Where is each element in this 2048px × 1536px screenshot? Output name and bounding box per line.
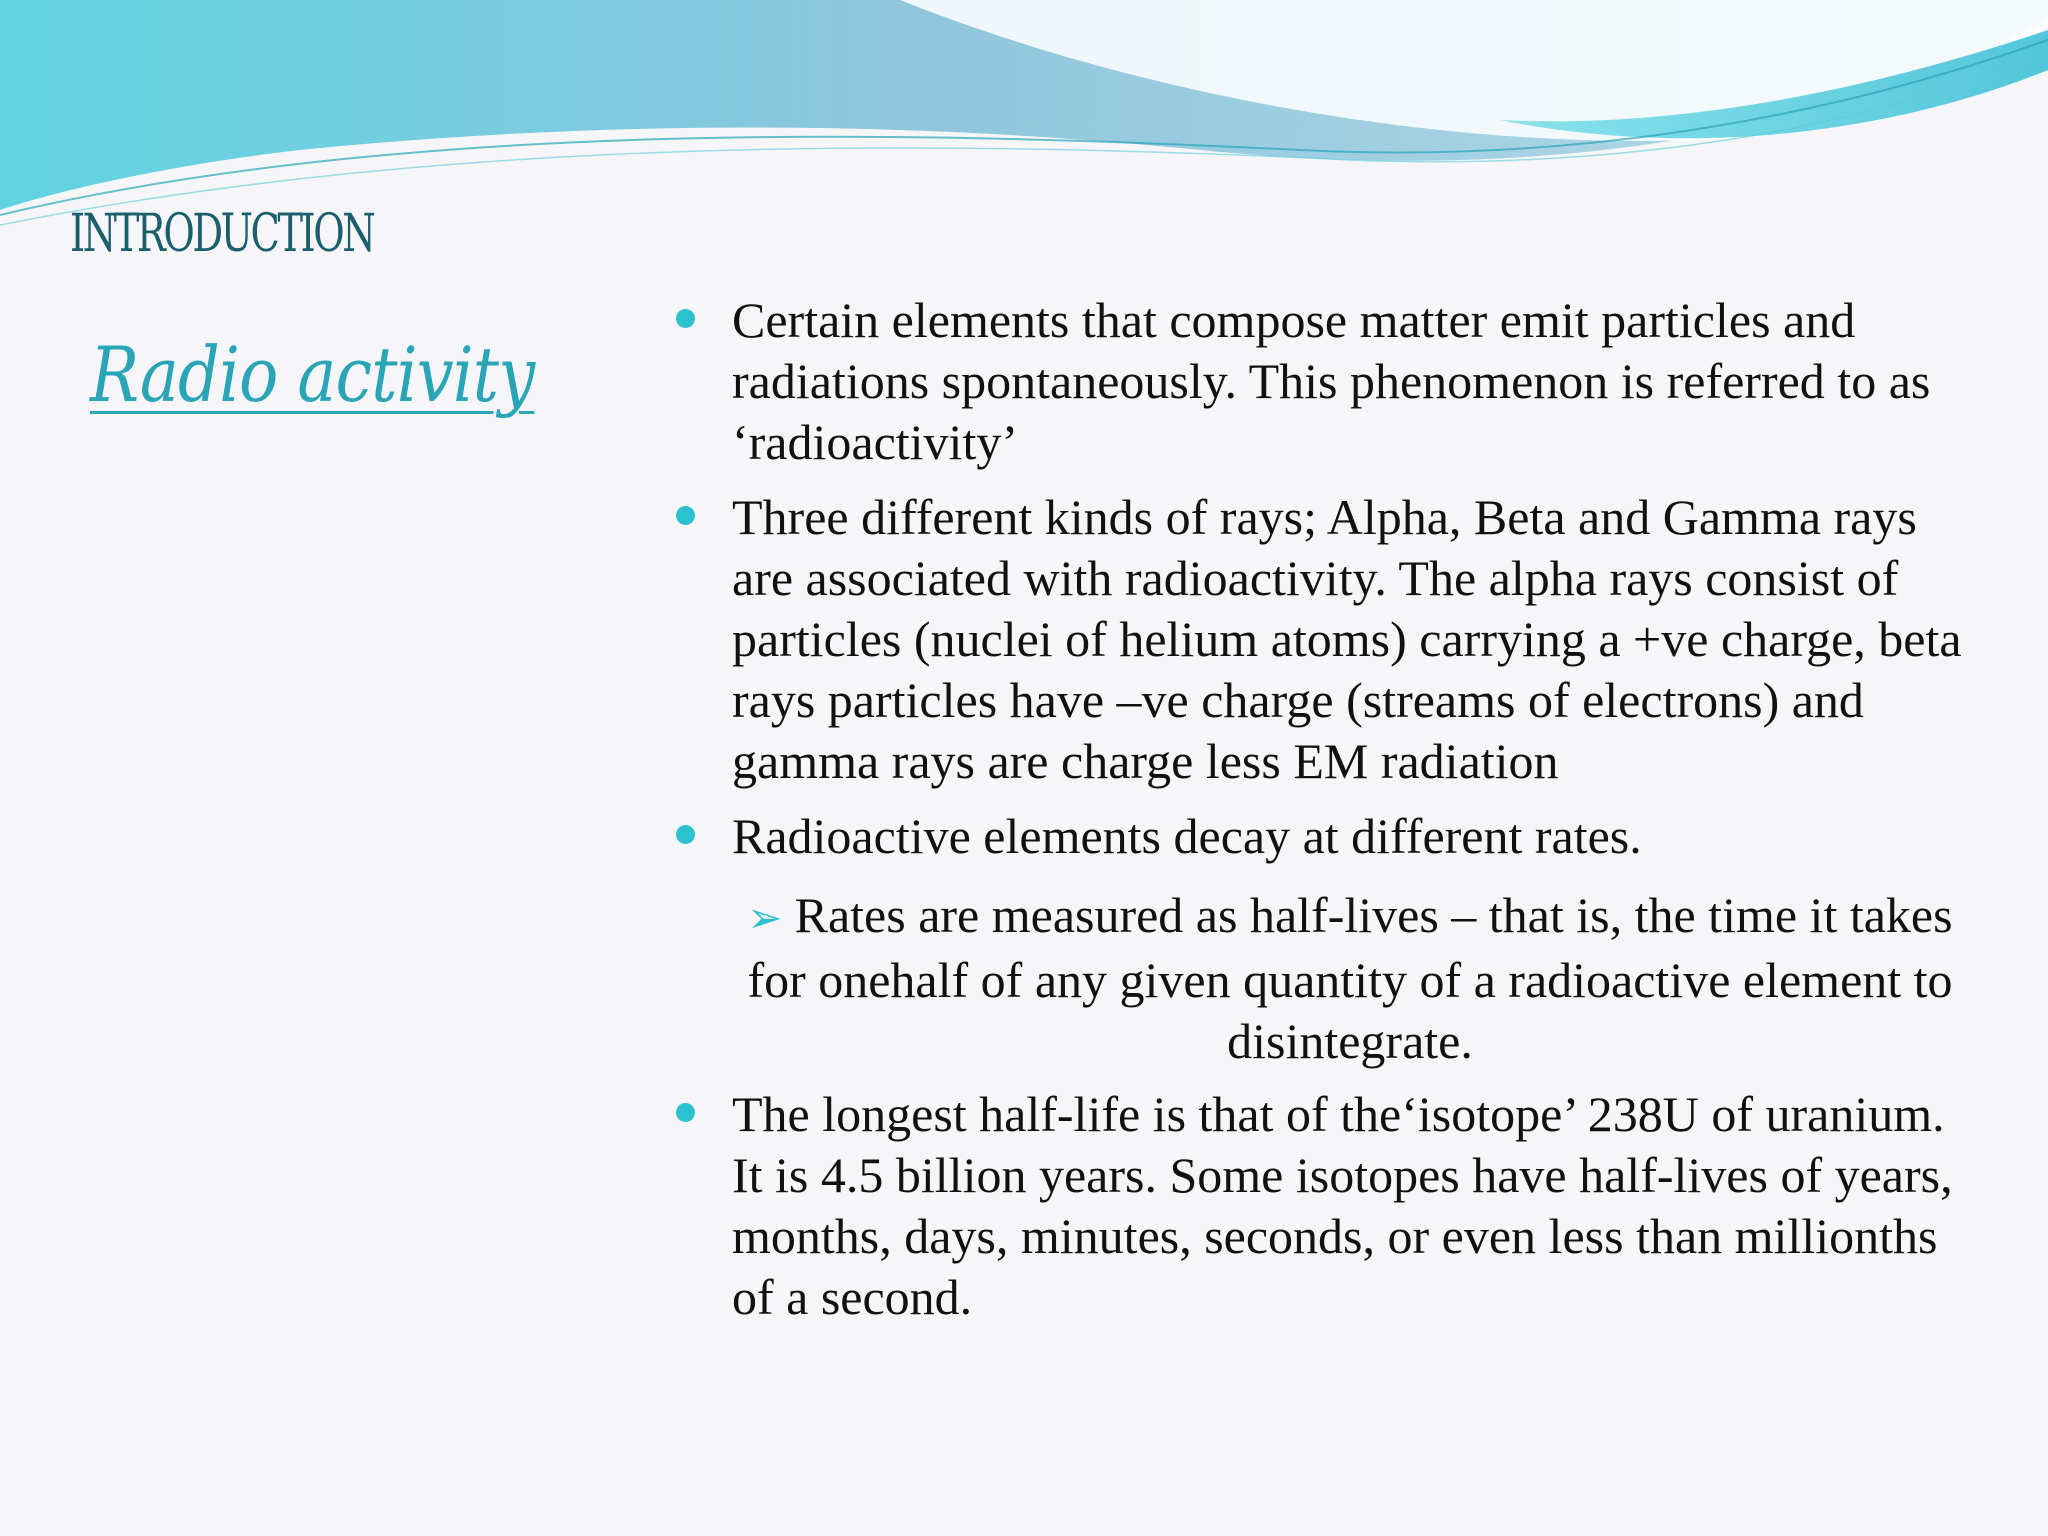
slide-subtitle-link[interactable]: Radio activity xyxy=(90,330,535,419)
bullet-text: The longest half-life is that of the‘isotope’ 238U of uranium. It is 4.5 billion years. Some isotopes have half-lives of years, months, days, minutes, seconds, or even less than millionths of a second. xyxy=(732,1086,1953,1325)
bullet-item xyxy=(670,1084,1970,1328)
bullet-dot-icon xyxy=(676,309,695,328)
sub-bullet-text: Rates are measured as half-lives – that is, the time it takes for onehalf of any given quantity of a radioactive element to disintegrate. xyxy=(747,887,1953,1069)
sub-bullet-item xyxy=(670,885,1970,1072)
bullet-dot-icon xyxy=(676,506,695,525)
bullet-dot-icon xyxy=(676,1103,695,1122)
bullet-item xyxy=(670,290,1970,473)
bullet-text: Three different kinds of rays; Alpha, Beta and Gamma rays are associated with radioactivity. The alpha rays consist of particles (nuclei of helium atoms) carrying a +ve charge, beta rays particles have –ve charge (streams of electrons) and gamma rays are charge less EM radiation xyxy=(732,489,1962,789)
bullet-item xyxy=(670,487,1970,792)
bullet-text: Radioactive elements decay at different rates. xyxy=(732,808,1642,864)
bullet-item xyxy=(670,806,1970,867)
slide-heading: INTRODUCTION xyxy=(70,204,374,264)
bullet-dot-icon xyxy=(676,825,695,844)
arrow-bullet-icon: ➢ xyxy=(747,896,783,942)
bullet-list xyxy=(670,290,1970,1342)
bullet-text: Certain elements that compose matter emit particles and radiations spontaneously. This phenomenon is referred to as ‘radioactivity’ xyxy=(732,292,1931,470)
